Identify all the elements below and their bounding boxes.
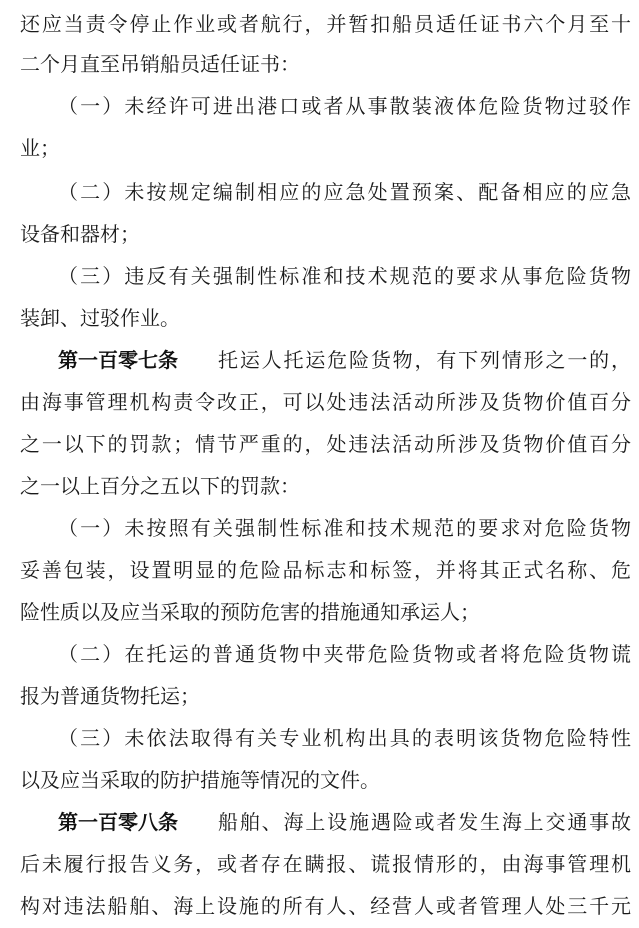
list-item-3: （三）未依法取得有关专业机构出具的表明该货物危险特性: [58, 726, 631, 750]
article-108-heading: 第一百零八条: [58, 810, 178, 834]
list-item-2: （二）在托运的普通货物中夹带危险货物或者将危险货物谎: [58, 642, 631, 666]
list-item-2: （二）未按规定编制相应的应急处置预案、配备相应的应急: [58, 180, 631, 204]
list-item-1: （一）未按照有关强制性标准和技术规范的要求对危险货物: [58, 516, 631, 540]
list-item-1: （一）未经许可进出港口或者从事散装液体危险货物过驳作: [58, 94, 631, 118]
text-line: 设备和器材；: [20, 222, 140, 246]
list-item-3: （三）违反有关强制性标准和技术规范的要求从事危险货物: [58, 264, 631, 288]
article-108-heading-line: [0, 800, 639, 844]
article-107-heading: 第一百零七条: [58, 348, 178, 372]
text-line: 由海事管理机构责令改正，可以处违法活动所涉及货物价值百分: [20, 390, 631, 414]
text-line: 之一以下的罚款；情节严重的，处违法活动所涉及货物价值百分: [20, 432, 631, 456]
text-line: 构对违法船舶、海上设施的所有人、经营人或者管理人处三千元: [20, 894, 631, 918]
text-line: 报为普通货物托运；: [20, 684, 200, 708]
article-107-heading-line: [0, 338, 639, 382]
text-line: 险性质以及应当采取的预防危害的措施通知承运人；: [20, 600, 480, 624]
text-line: 还应当责令停止作业或者航行，并暂扣船员适任证书六个月至十: [20, 12, 631, 36]
text-line: 之一以上百分之五以下的罚款：: [20, 474, 300, 498]
article-108-text: 船舶、海上设施遇险或者发生海上交通事故: [218, 810, 631, 834]
text-line: 以及应当采取的防护措施等情况的文件。: [20, 768, 380, 792]
text-line: 业；: [20, 136, 60, 160]
article-107-text: 托运人托运危险货物，有下列情形之一的，: [218, 348, 631, 372]
text-line: 装卸、过驳作业。: [20, 306, 180, 330]
text-line: 妥善包装，设置明显的危险品标志和标签，并将其正式名称、危: [20, 558, 631, 582]
text-line: 后未履行报告义务，或者存在瞒报、谎报情形的，由海事管理机: [20, 852, 631, 876]
text-line: 二个月直至吊销船员适任证书：: [20, 52, 300, 76]
